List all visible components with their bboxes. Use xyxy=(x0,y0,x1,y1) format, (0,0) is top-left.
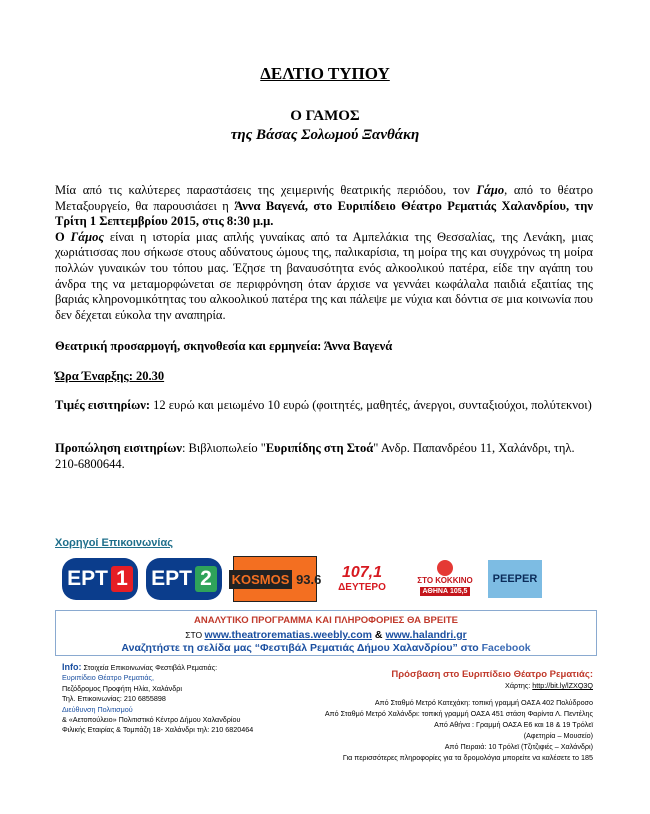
ticket-prices-label: Τιμές εισιτηρίων: xyxy=(55,398,151,412)
bookshop-name: Ευριπίδης στη Στοά xyxy=(265,441,374,455)
ticket-prices-text: 12 ευρώ και μειωμένο 10 ευρώ (φοιτητές, μαθητές, άνεργοι, συνταξιούχοι, πολύτεκνοι) xyxy=(150,398,592,412)
contact-info: Info: Στοιχεία Επικοινωνίας Φεστιβάλ Ρεματιάς: Ευριπίδειο Θέατρο Ρεματιάς, Πεζόδρομος Προφήτη Ηλία, Χαλάνδρι Τηλ. Επικοινωνίας: 210 6855898 Διεύθυνση Πολιτισμού & «Αετοπούλειο» Πολιτιστικό Κέντρο Δήμου Χαλανδρίου Φιλικής Εταιρίας & Τομπάζη 18- Χαλάνδρι τηλ: 210 6820464 xyxy=(62,662,292,736)
text: Ο xyxy=(55,229,71,244)
sto-kokkino-logo: ΣΤΟ ΚΟΚΚΙΝΟ ΑΘΗΝΑ 105,5 xyxy=(404,556,486,600)
info-cultural-center: & «Αετοπούλειο» Πολιτιστικό Κέντρο Δήμου Χαλανδρίου xyxy=(62,715,241,725)
kosmos-logo: KOSMOS 93.6 xyxy=(233,556,317,602)
access-line: Για περισσότερες πληροφορίες για τα δρομολόγια μπορείτε να καλέσετε το 185 xyxy=(342,753,593,762)
info-label: Info: xyxy=(62,662,82,672)
program-info-box xyxy=(55,610,597,656)
credits: Θεατρική προσαρμογή, σκηνοθεσία και ερμηνεία: Άννα Βαγενά xyxy=(55,339,393,353)
access-line: Από Αθήνα : Γραμμή ΟΑΣΑ Ε6 και 18 & 19 Τρόλεϊ xyxy=(434,720,593,729)
peeper-logo: PEEPER xyxy=(488,560,542,598)
play-name: Γάμος xyxy=(70,229,104,244)
press-release-title: ΔΕΛΤΙΟ ΤΥΠΟΥ xyxy=(260,64,390,83)
info-address: Πεζόδρομος Προφήτη Ηλία, Χαλάνδρι xyxy=(62,683,182,693)
info-phone: Τηλ. Επικοινωνίας: 210 6855898 xyxy=(62,694,166,704)
play-title: Ο ΓΑΜΟΣ xyxy=(290,108,360,124)
halandri-link[interactable]: www.halandri.gr xyxy=(385,629,467,641)
program-info-heading: ΑΝΑΛΥΤΙΚΟ ΠΡΟΓΡΑΜΜΑ ΚΑΙ ΠΛΗΡΟΦΟΡΙΕΣ ΘΑ ΒΡΕΙΤΕ xyxy=(194,615,458,626)
theatro-rematias-link[interactable]: www.theatrorematias.weebly.com xyxy=(204,629,373,641)
venue-access: Πρόσβαση στο Ευριπίδειο Θέατρο Ρεματιάς: Χάρτης: http://bit.ly/lZXQ3Q Από Σταθμό Μετρό Κατεχάκη: τοπική γραμμή ΟΑΣΑ 402 Πολύδροσο Από Σταθμό Μετρό Χαλάνδρι: τοπική γραμμή ΟΑΣΑ 451 στάση Φαρίντα Λ. Πεντέλης Από Αθήνα : Γραμμή ΟΑΣΑ Ε6 και 18 & 19 Τρόλεϊ (Αφετηρία – Μουσείο) Από Πειραιά: 10 Τρόλεϊ (Τζιτζιφιές – Χαλάνδρι) Για περισσότερες πληροφορίες για τα δρομολόγια μπορείτε να καλέσετε το 185 xyxy=(263,669,593,763)
description-paragraph xyxy=(55,183,593,323)
access-line: (Αφετηρία – Μουσείο) xyxy=(523,731,593,740)
access-line: Από Σταθμό Μετρό Κατεχάκη: τοπική γραμμή ΟΑΣΑ 402 Πολύδροσο xyxy=(374,698,593,707)
text: Μία από τις καλύτερες παραστάσεις της χειμερινής θεατρικής περιόδου, τον xyxy=(55,183,477,197)
access-heading: Πρόσβαση στο Ευριπίδειο Θέατρο Ρεματιάς: xyxy=(391,669,593,680)
facebook-link[interactable]: Facebook xyxy=(481,642,531,654)
bulb-icon xyxy=(437,560,453,576)
performance-details: Άννα Βαγενά, στο Ευριπίδειο Θέατρο Ρεματιάς Χαλανδρίου, την Τρίτη 1 Σεπτεμβρίου 2015, στις 8:30 μ.μ. xyxy=(55,198,593,229)
access-line: Από Πειραιά: 10 Τρόλεϊ (Τζιτζιφιές – Χαλάνδρι) xyxy=(444,742,593,751)
access-line: Από Σταθμό Μετρό Χαλάνδρι: τοπική γραμμή ΟΑΣΑ 451 στάση Φαρίντα Λ. Πεντέλης xyxy=(324,709,593,718)
deftero-logo: 107,1 ΔΕΥΤΕΡΟ xyxy=(338,563,386,593)
play-author: της Βάσας Σολωμού Ξανθάκη xyxy=(230,127,420,143)
play-name: Γάμο xyxy=(476,183,505,197)
program-links: ΣΤΟ www.theatrorematias.weebly.com & www.halandri.gr xyxy=(185,629,467,641)
map-link[interactable]: http://bit.ly/lZXQ3Q xyxy=(532,681,593,690)
text: , από το θέατρο Μεταξουργείο, θα παρουσιάσει η xyxy=(55,183,593,213)
info-culture-dept: Διεύθυνση Πολιτισμού xyxy=(62,704,133,714)
story-text: είναι η ιστορία μιας απλής γυναίκας από τα Αμπελάκια της Θεσσαλίας, της Λενάκη, μιας χωριάτισσας που σήκωσε στους αδύνατους ώμους της, παλικαρίσια, τη μοίρα της και συγχρόνως τη μοίρα πολλών γυναικών του τόπου μας. Έζησε τη βαναυσότητα ενός αλκοολικού πατέρα, είδε την αγάπη του άνδρα της να μεταμορφώνεται σε περιφρόνηση όταν άρχισε να γεννάει κωφάλαλα παιδιά εξαιτίας της βαριάς κληρονομικότητας του αλκοολικού πατέρα της και πάλεψε με νύχια και δόντια σε μια κοινωνία που δεν δέχεται εύκολα την αναπηρία. xyxy=(55,229,593,322)
start-time: Ώρα Έναρξης: 20.30 xyxy=(55,369,165,383)
presale-label: Προπώληση εισιτηρίων xyxy=(55,441,182,455)
facebook-search-line: Αναζητήστε τη σελίδα μας “Φεστιβάλ Ρεματιάς Δήμου Χαλανδρίου” στο Facebook xyxy=(121,642,531,654)
info-venue: Ευριπίδειο Θέατρο Ρεματιάς, xyxy=(62,673,154,683)
info-center-address: Φιλικής Εταιρίας & Τομπάζη 18- Χαλάνδρι τηλ: 210 6820464 xyxy=(62,725,254,735)
ert2-logo: ΕΡΤ 2 xyxy=(146,558,222,600)
sponsors-label: Χορηγοί Επικοινωνίας xyxy=(55,537,173,549)
ticket-presale: Προπώληση εισιτηρίων: Βιβλιοπωλείο "Ευριπίδης στη Στοά" Ανδρ. Παπανδρέου 11, Χαλάνδρι, τηλ. 210-6800644. xyxy=(55,441,575,471)
ert1-logo: ΕΡΤ 1 xyxy=(62,558,138,600)
ticket-prices xyxy=(55,398,593,414)
